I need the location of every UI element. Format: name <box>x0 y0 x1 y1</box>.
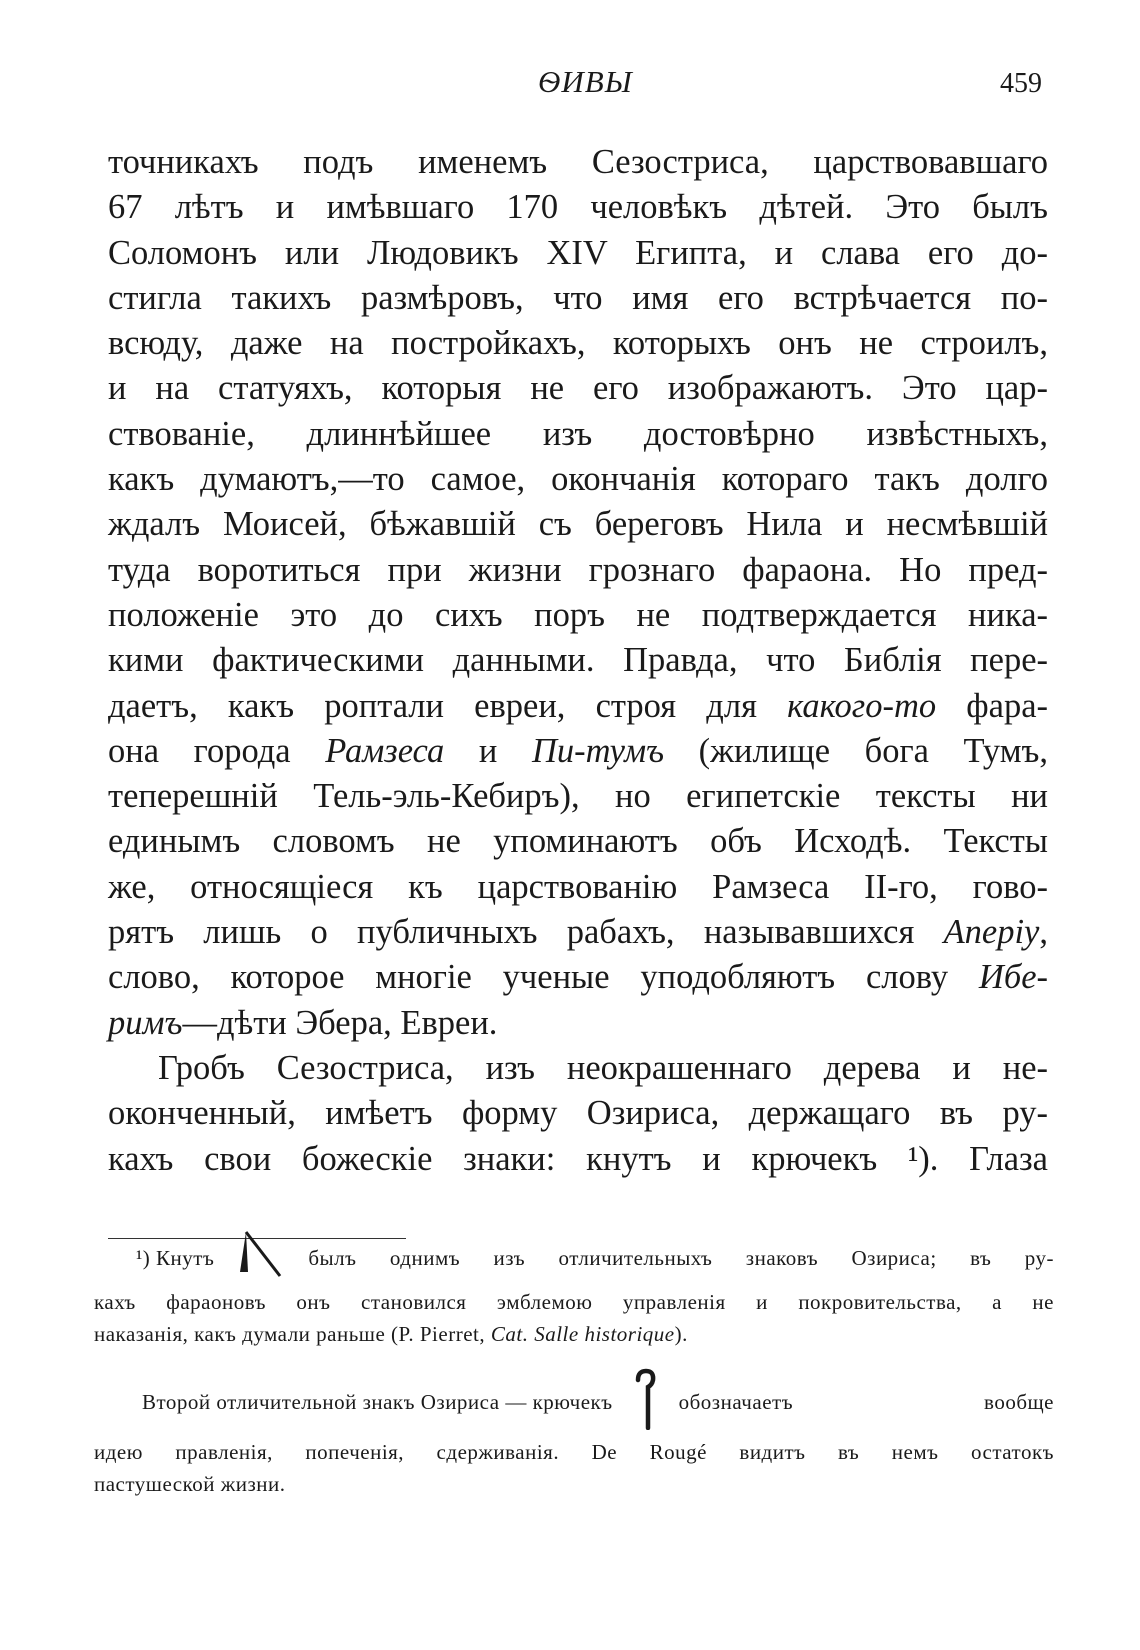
footnote-line: пастушеской жизни. <box>94 1472 286 1496</box>
text-line: Соломонъ или Людовикъ XIV Египта, и слава его до- <box>108 233 1048 272</box>
text-line <box>108 729 1048 774</box>
italic-term: какого-то <box>787 686 937 725</box>
italic-term: римъ <box>108 1003 183 1042</box>
text-line: положеніе это до сихъ поръ не подтверждается ника- <box>108 595 1048 634</box>
text-line: кахъ свои божескіе знаки: кнутъ и крючекъ ¹). Глаза <box>108 1139 1048 1178</box>
italic-term: Cat. Salle historique <box>490 1322 675 1346</box>
text-run: ). <box>674 1322 688 1346</box>
text-run: —дѣти Эбера, Евреи. <box>182 1003 498 1042</box>
text-run: даетъ, какъ роптали евреи, строя для <box>108 686 788 725</box>
text-run: наказанія, какъ думали раньше (P. Pierret, <box>94 1322 491 1346</box>
text-line: Гробъ Сезостриса, изъ неокрашеннаго дерева и не- <box>158 1048 1048 1087</box>
text-line <box>108 910 1048 955</box>
italic-term: Рамзеса <box>325 731 445 770</box>
text-line: оконченный, имѣетъ форму Озириса, держащаго въ ру- <box>108 1094 1048 1133</box>
text-line: ствованіе, длиннѣйшее изъ достовѣрно извѣстныхъ, <box>108 414 1048 453</box>
text-line: какъ думаютъ,—то самое, окончанія котораго такъ долго <box>108 460 1048 499</box>
text-line: ждалъ Моисей, бѣжавшій съ береговъ Нила и несмѣвшій <box>108 505 1048 544</box>
text-line <box>108 955 1048 1000</box>
text-line: единымъ словомъ не упоминаютъ объ Исходѣ. Тексты <box>108 822 1048 861</box>
running-head: ѲИВЫ <box>538 64 633 99</box>
text-line: и на статуяхъ, которыя не его изображаютъ. Это цар- <box>108 369 1048 408</box>
text-line: 67 лѣтъ и имѣвшаго 170 человѣкъ дѣтей. Это былъ <box>108 188 1048 227</box>
footnote-line: кахъ фараоновъ онъ становился эмблемою управленія и покровительства, а не <box>94 1290 1054 1314</box>
text-line: точникахъ подъ именемъ Сезостриса, царствовавшаго <box>108 143 1048 181</box>
text-line <box>108 1001 1048 1046</box>
footnote-line <box>94 1320 1054 1348</box>
footnote-text: обозначаетъ вообще <box>678 1390 1054 1414</box>
footnote-line <box>94 1230 1054 1286</box>
text-line <box>108 684 1048 729</box>
text-run: и <box>444 731 532 770</box>
page-number: 459 <box>1000 68 1042 99</box>
footnote-text: былъ однимъ изъ отличительныхъ знаковъ Озириса; въ ру- <box>308 1246 1054 1270</box>
text-run: она города <box>108 731 326 770</box>
text-run: рятъ лишь о публичныхъ рабахъ, называвшихся <box>108 913 944 952</box>
italic-term: Апеpiу <box>943 913 1040 952</box>
text-run: , <box>1039 913 1048 952</box>
italic-term: Ибе- <box>978 958 1048 997</box>
crook-hieroglyph-icon <box>631 1368 661 1437</box>
main-text <box>108 140 1048 1182</box>
flail-hieroglyph-icon <box>232 1226 290 1291</box>
text-line: стигла такихъ размѣровъ, что имя его встрѣчается по- <box>108 278 1048 317</box>
text-line: кими фактическими данными. Правда, что Библія пере- <box>108 641 1048 680</box>
italic-term: Пи-тумъ <box>531 731 665 770</box>
footnote-marker: ¹) Кнутъ <box>136 1246 215 1270</box>
text-run: слово, которое многіе ученые уподобляютъ слову <box>108 958 979 997</box>
footnote-text: Второй отличительной знакъ Озириса — крючекъ <box>142 1390 613 1414</box>
text-line: же, относящіеся къ царствованію Рамзеса II-го, гово- <box>108 867 1048 906</box>
text-run: (жилище бога Тумъ, <box>664 731 1048 770</box>
text-line: туда воротиться при жизни грознаго фараона. Но пред- <box>108 550 1048 589</box>
footnote-line <box>94 1372 1054 1432</box>
footnote-line: идею правленія, попеченія, сдерживанія. De Rougé видитъ въ немъ остатокъ <box>94 1440 1054 1464</box>
text-run: фара- <box>936 686 1049 725</box>
text-line: теперешній Тель-эль-Кебиръ), но египетскіе тексты ни <box>108 777 1048 816</box>
text-line: всюду, даже на постройкахъ, которыхъ онъ не строилъ, <box>108 324 1048 363</box>
